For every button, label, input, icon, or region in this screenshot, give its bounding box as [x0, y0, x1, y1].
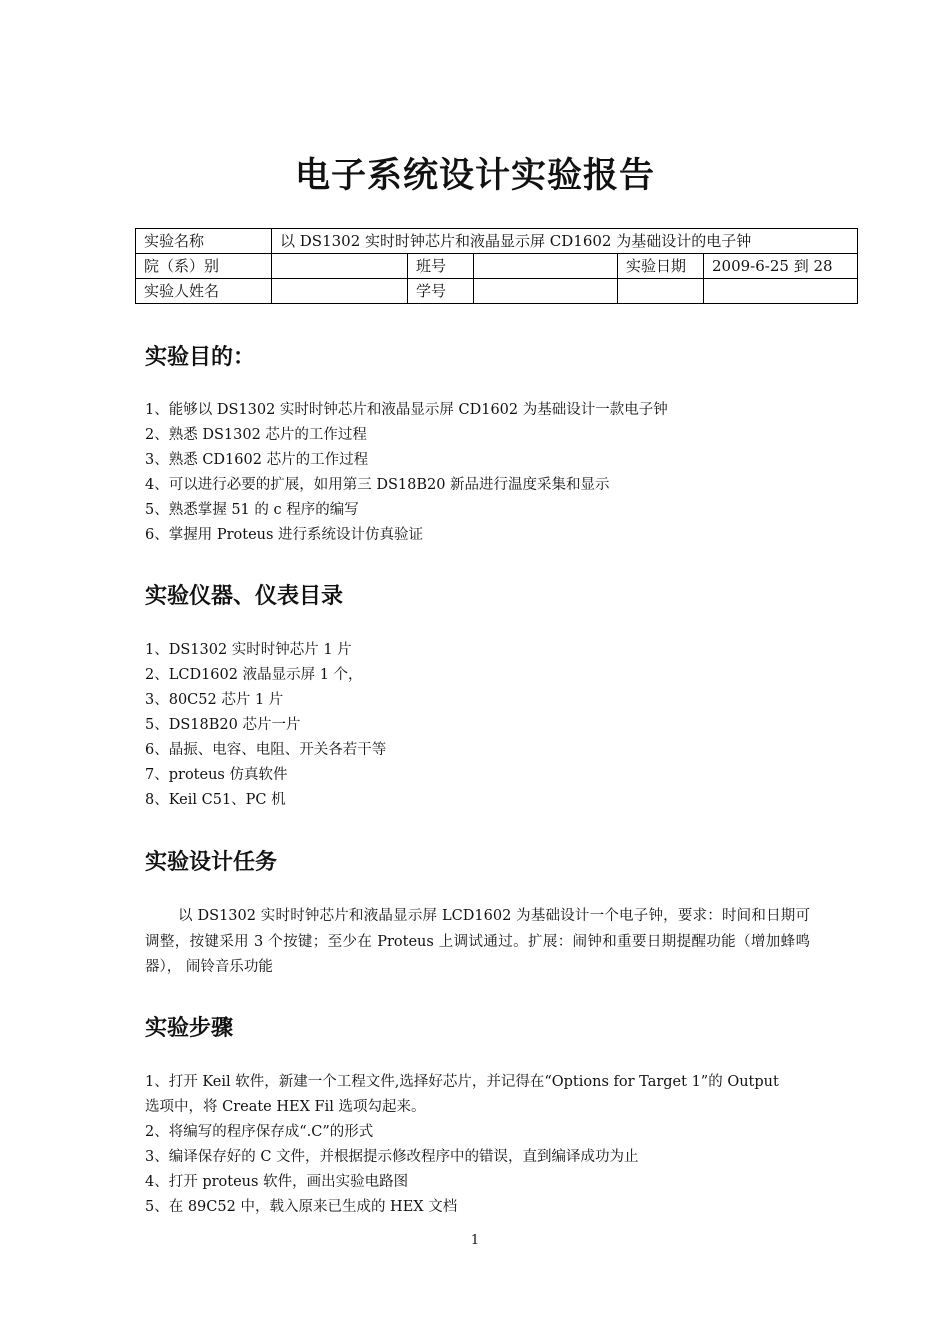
purpose-list [145, 398, 668, 548]
department-label: 院（系）别 [136, 254, 272, 279]
list-item: 2、熟悉 DS1302 芯片的工作过程 [145, 427, 367, 443]
list-item: 3、80C52 芯片 1 片 [145, 692, 284, 708]
list-item: 3、熟悉 CD1602 芯片的工作过程 [145, 452, 369, 468]
class-label: 班号 [408, 254, 474, 279]
list-item: 6、晶振、电容、电阻、开关各若干等 [145, 742, 387, 758]
steps-list [145, 1070, 810, 1220]
experiment-info-table [135, 228, 858, 304]
list-item: 5、熟悉掌握 51 的 c 程序的编写 [145, 502, 359, 518]
list-item: 3、编译保存好的 C 文件，并根据提示修改程序中的错误，直到编译成功为止 [145, 1149, 639, 1165]
report-title: 电子系统设计实验报告 [294, 156, 655, 196]
list-item: 2、LCD1602 液晶显示屏 1 个， [145, 667, 363, 683]
instruments-heading: 实验仪器、仪表目录 [145, 584, 344, 609]
experiment-name-label: 实验名称 [136, 229, 272, 254]
list-item: 4、打开 proteus 软件，画出实验电路图 [145, 1174, 409, 1190]
list-item: 4、可以进行必要的扩展，如用第三 DS18B20 新品进行温度采集和显示 [145, 477, 610, 493]
empty-cell [618, 279, 704, 304]
instruments-list [145, 638, 386, 813]
list-item: 1、打开 Keil 软件，新建一个工程文件,选择好芯片，并记得在“Options for Target 1”的 Output [145, 1074, 779, 1090]
list-item: 5、在 89C52 中，载入原来已生成的 HEX 文档 [145, 1199, 458, 1215]
list-item: 8、Keil C51、PC 机 [145, 792, 286, 808]
steps-heading: 实验步骤 [145, 1016, 234, 1041]
table-row [136, 279, 858, 304]
date-label: 实验日期 [618, 254, 704, 279]
list-item: 6、掌握用 Proteus 进行系统设计仿真验证 [145, 527, 424, 543]
list-item: 2、将编写的程序保存成“.C”的形式 [145, 1124, 374, 1140]
experiment-name-value: 以 DS1302 实时时钟芯片和液晶显示屏 CD1602 为基础设计的电子钟 [272, 229, 858, 254]
list-item: 7、proteus 仿真软件 [145, 767, 288, 783]
department-value [272, 254, 408, 279]
list-item: 1、DS1302 实时时钟芯片 1 片 [145, 642, 352, 658]
task-paragraph: 以 DS1302 实时时钟芯片和液晶显示屏 LCD1602 为基础设计一个电子钟，要求：时间和日期可调整，按键采用 3 个按键；至少在 Proteus 上调试通过。扩展：闹钟和重要日期提醒功能（增加蜂鸣器）， 闹铃音乐功能 [145, 908, 810, 975]
experimenter-label: 实验人姓名 [136, 279, 272, 304]
list-item: 选项中，将 Create HEX Fil 选项勾起来。 [145, 1099, 426, 1115]
student-id-value [474, 279, 618, 304]
date-value: 2009-6-25 到 28 [704, 254, 858, 279]
table-row [136, 254, 858, 279]
page-number: 1 [470, 1233, 480, 1248]
experimenter-value [272, 279, 408, 304]
empty-cell [704, 279, 858, 304]
table-row [136, 229, 858, 254]
class-value [474, 254, 618, 279]
task-heading: 实验设计任务 [145, 850, 278, 875]
purpose-heading: 实验目的： [145, 345, 256, 370]
list-item: 1、能够以 DS1302 实时时钟芯片和液晶显示屏 CD1602 为基础设计一款电子钟 [145, 402, 668, 418]
list-item: 5、DS18B20 芯片一片 [145, 717, 301, 733]
student-id-label: 学号 [408, 279, 474, 304]
